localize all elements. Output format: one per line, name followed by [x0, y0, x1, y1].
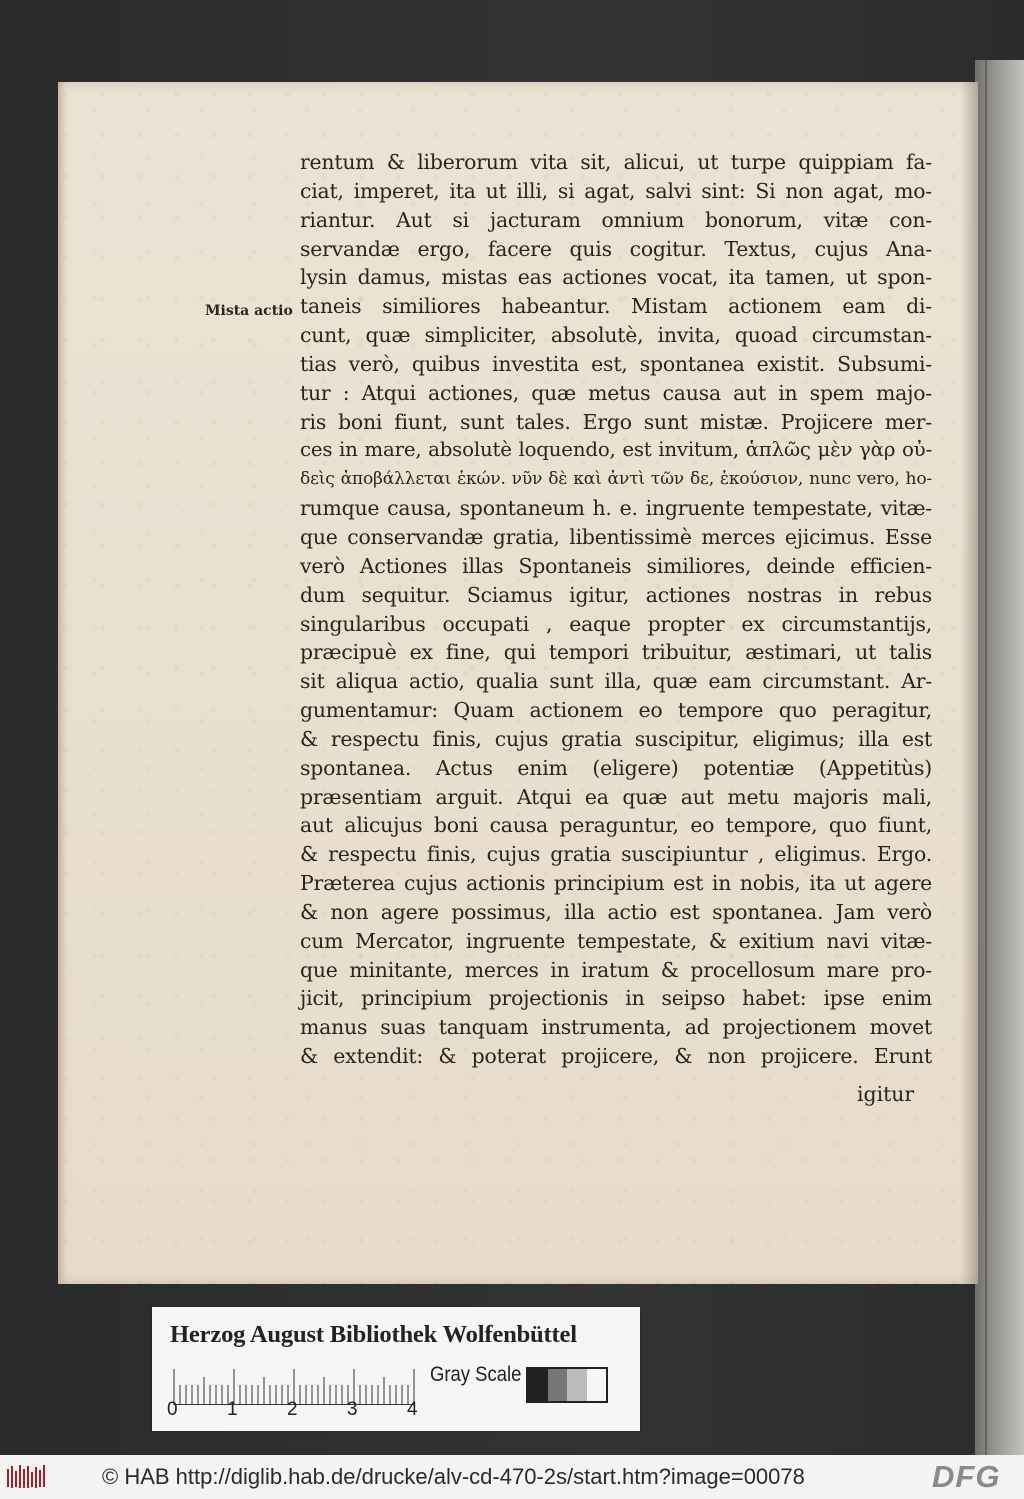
text-line: rentum & liberorum vita sit, alicui, ut turpe quippiam fa-	[300, 150, 932, 174]
dfg-logo: DFG	[932, 1459, 1001, 1494]
text-line: & extendit: & poterat projicere, & non projicere. Erunt	[300, 1044, 932, 1069]
library-name: Herzog August Bibliothek Wolfenbüttel	[170, 1321, 577, 1348]
text-line: præsentiam arguit. Atqui ea quæ aut metu majoris mali,	[300, 784, 932, 809]
text-line: & non agere possimus, illa actio est spontanea. Jam verò	[300, 899, 932, 924]
text-line: verò Actiones illas Spontaneis similiores, deinde efficien-	[300, 553, 932, 578]
book-page-edges	[975, 60, 1024, 1455]
gray-step-dark	[548, 1369, 568, 1401]
ruler-number: 0	[167, 1399, 178, 1420]
text-line: que minitante, merces in iratum & procellosum mare pro-	[300, 957, 932, 982]
ruler-number: 4	[407, 1399, 418, 1420]
text-line: aut alicujus boni causa peraguntur, eo tempore, quo fiunt,	[300, 813, 932, 838]
text-line: jicit, principium projectionis in seipso habet: ipse enim	[300, 986, 932, 1011]
text-line: servandæ ergo, facere quis cogitur. Textus, cujus Ana-	[300, 236, 932, 261]
ruler-number: 1	[227, 1399, 238, 1420]
text-line: dum sequitur. Sciamus igitur, actiones nostras in rebus	[300, 582, 932, 607]
text-line: præcipuè ex fine, qui tempori tribuitur, æstimari, ut talis	[300, 640, 932, 665]
text-line: Præterea cujus actionis principium est in nobis, ita ut agere	[300, 871, 932, 896]
text-line: cunt, quæ simpliciter, absolutè, invita, quoad circumstan-	[300, 323, 932, 348]
ruler-number: 3	[347, 1399, 358, 1420]
gray-step-white	[587, 1369, 607, 1401]
text-line: ces in mare, absolutè loquendo, est invitum, ἁπλῶς μὲν γὰρ οὐ-	[300, 438, 932, 462]
text-line: sit aliqua actio, qualia sunt illa, quæ eam circumstant. Ar-	[300, 669, 932, 694]
library-color-card	[152, 1307, 640, 1431]
ruler-number: 2	[287, 1399, 298, 1420]
text-line: singularibus occupati , eaque propter ex circumstantijs,	[300, 611, 932, 636]
text-line: δεὶς ἀποβάλλεται ἑκών. νῦν δὲ καὶ ἀντὶ τῶν δε, ἑκούσιον, nunc vero, ho-	[300, 469, 932, 490]
text-line: que conservandæ gratia, libentissimè merces ejicimus. Esse	[300, 524, 932, 549]
page-text	[300, 148, 932, 1071]
text-line: cum Mercator, ingruente tempestate, & exitium navi vitæ-	[300, 928, 932, 953]
text-line: rumque causa, spontaneum h. e. ingruente tempestate, vitæ-	[300, 496, 932, 521]
footer-bar	[0, 1455, 1024, 1499]
text-line: ris boni fiunt, sunt tales. Ergo sunt mistæ. Projicere mer-	[300, 409, 932, 434]
text-line: taneis similiores habeantur. Mistam actionem eam di-	[300, 294, 932, 319]
hab-logo-icon	[6, 1463, 46, 1491]
text-line: tias verò, quibus investita est, spontanea existit. Subsumi-	[300, 351, 932, 376]
grayscale-swatch	[526, 1367, 608, 1403]
text-line: gumentamur: Quam actionem eo tempore quo peragitur,	[300, 698, 932, 723]
text-line: tur : Atqui actiones, quæ metus causa aut in spem majo-	[300, 380, 932, 405]
text-line: ciat, imperet, ita ut illi, si agat, salvi sint: Si non agat, mo-	[300, 178, 932, 203]
text-line: lysin damus, mistas eas actiones vocat, ita tamen, ut spon-	[300, 265, 932, 290]
gray-step-black	[528, 1369, 548, 1401]
text-line: manus suas tanquam instrumenta, ad projectionem movet	[300, 1015, 932, 1040]
grayscale-label: Gray Scale	[430, 1363, 522, 1386]
marginal-note: Mista actio	[205, 303, 293, 319]
catchword: igitur	[857, 1082, 915, 1106]
text-line: riantur. Aut si jacturam omnium bonorum, vitæ con-	[300, 207, 932, 232]
gray-step-light	[567, 1369, 587, 1401]
text-line: & respectu finis, cujus gratia suscipitur, eligimus; illa est	[300, 726, 932, 751]
source-url-text: © HAB http://diglib.hab.de/drucke/alv-cd-470-2s/start.htm?image=00078	[102, 1464, 805, 1489]
text-line: & respectu finis, cujus gratia suscipiuntur , eligimus. Ergo.	[300, 842, 932, 867]
text-line: spontanea. Actus enim (eligere) potentiæ (Appetitùs)	[300, 755, 932, 780]
